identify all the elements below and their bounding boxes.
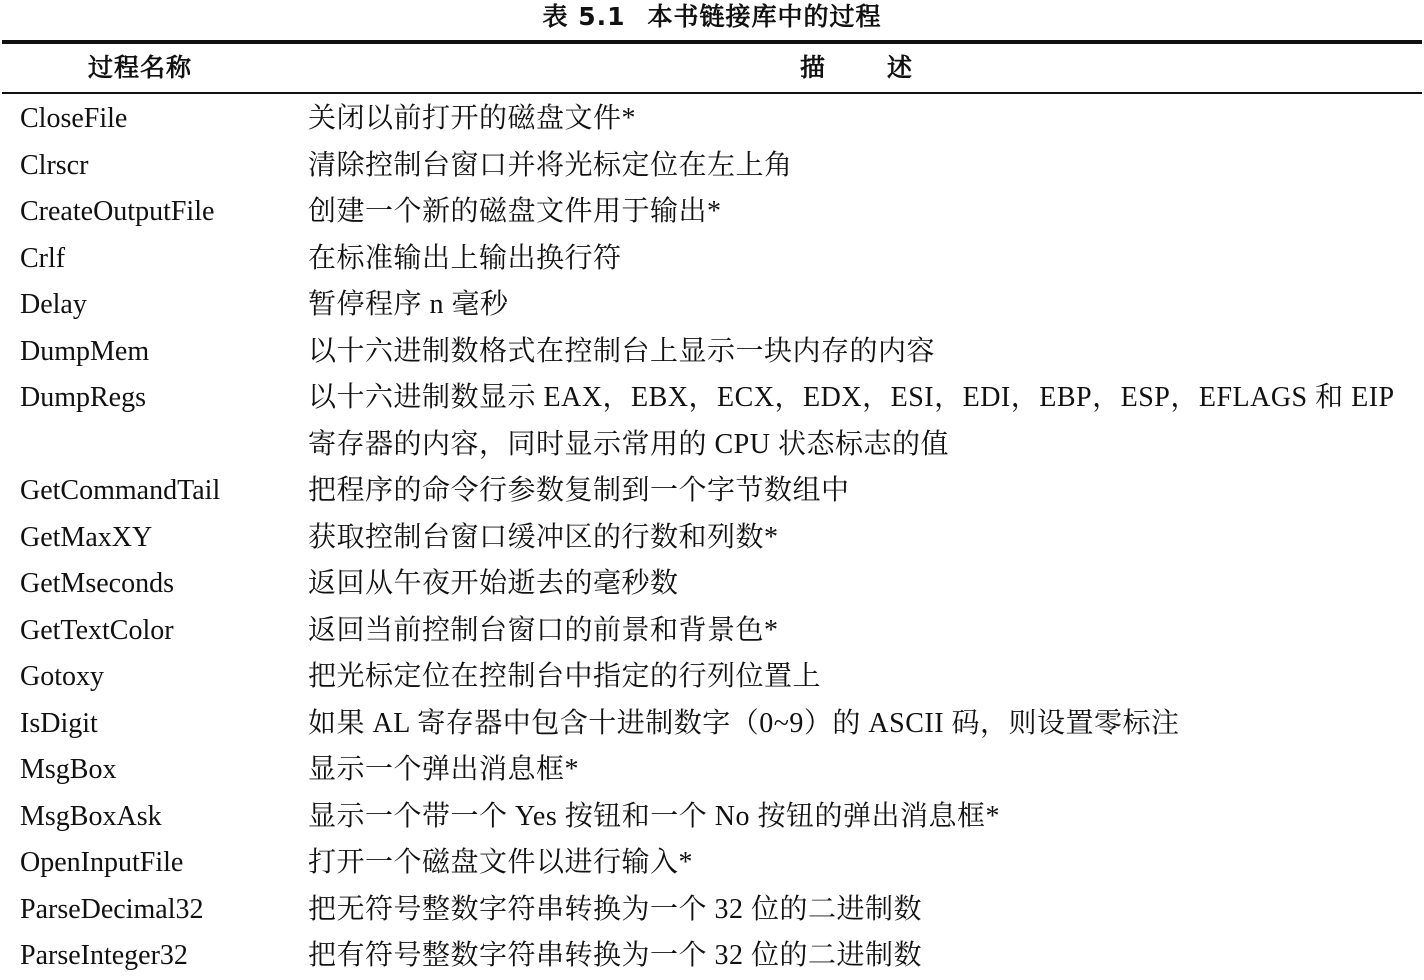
procedure-description: 获取控制台窗口缓冲区的行数和列数*	[308, 521, 779, 553]
procedure-name: DumpMem	[20, 335, 150, 367]
table-row	[0, 840, 1424, 887]
procedure-description: 在标准输出上输出换行符	[308, 242, 622, 274]
procedure-name: MsgBoxAsk	[20, 800, 162, 832]
table-row	[0, 654, 1424, 701]
table-row	[0, 143, 1424, 190]
table-row	[0, 189, 1424, 236]
table-row	[0, 329, 1424, 376]
procedure-description: 显示一个带一个 Yes 按钮和一个 No 按钮的弹出消息框*	[308, 800, 1000, 832]
procedure-description: 如果 AL 寄存器中包含十进制数字（0~9）的 ASCII 码，则设置零标注	[308, 707, 1180, 739]
procedure-name: CloseFile	[20, 103, 128, 134]
procedure-name: GetCommandTail	[20, 475, 221, 506]
procedure-name: ParseInteger32	[20, 940, 188, 971]
column-header-name: 过程名称	[88, 53, 193, 82]
procedure-name: ParseDecimal32	[20, 893, 204, 925]
table-row	[0, 468, 1424, 515]
procedure-name: DumpRegs	[20, 382, 146, 413]
procedure-description: 显示一个弹出消息框*	[308, 754, 580, 785]
procedure-description: 创建一个新的磁盘文件用于输出*	[308, 196, 722, 227]
procedure-description: 以十六进制数显示 EAX，EBX，ECX，EDX，ESI，EDI，EBP，ESP，EFLAGS 和 EIP 寄存器的内容，同时显示常用的 CPU 状态标志的值	[308, 382, 1394, 460]
table-caption-title: 本书链接库中的过程	[647, 2, 882, 31]
table-row	[0, 933, 1424, 980]
procedure-name: GetMseconds	[20, 568, 174, 599]
procedure-description: 把无符号整数字符串转换为一个 32 位的二进制数	[308, 893, 923, 925]
table-row	[0, 96, 1424, 143]
procedure-name: CreateOutputFile	[20, 196, 215, 227]
table-top-rule	[2, 40, 1422, 44]
table-row	[0, 236, 1424, 283]
procedure-description: 把有符号整数字符串转换为一个 32 位的二进制数	[308, 940, 923, 971]
table-row	[0, 887, 1424, 934]
table-caption-number: 表 5.1	[542, 2, 626, 31]
column-header-description: 描述	[800, 53, 975, 82]
procedure-description: 返回当前控制台窗口的前景和背景色*	[308, 614, 779, 646]
procedure-name: Delay	[20, 289, 87, 320]
table-body	[0, 96, 1424, 980]
table-row	[0, 608, 1424, 655]
procedure-name: IsDigit	[20, 707, 98, 739]
procedure-description: 把光标定位在控制台中指定的行列位置上	[308, 661, 822, 692]
procedure-description: 以十六进制数格式在控制台上显示一块内存的内容	[308, 335, 936, 367]
procedure-name: Crlf	[20, 242, 66, 274]
table-header-rule	[2, 92, 1422, 94]
procedure-name: GetTextColor	[20, 614, 174, 646]
procedure-name: MsgBox	[20, 754, 117, 785]
table-row	[0, 794, 1424, 841]
table-row	[0, 747, 1424, 794]
procedure-description: 暂停程序 n 毫秒	[308, 289, 509, 320]
table-caption	[0, 2, 1424, 32]
procedure-name: OpenInputFile	[20, 847, 184, 878]
procedure-description: 返回从午夜开始逝去的毫秒数	[308, 568, 679, 599]
procedure-description: 把程序的命令行参数复制到一个字节数组中	[308, 475, 850, 506]
table-row	[0, 375, 1424, 468]
procedure-description: 打开一个磁盘文件以进行输入*	[308, 847, 694, 878]
procedure-name: GetMaxXY	[20, 521, 153, 553]
procedure-description: 清除控制台窗口并将光标定位在左上角	[308, 149, 793, 181]
table-row	[0, 515, 1424, 562]
procedure-name: Clrscr	[20, 149, 89, 181]
table-row	[0, 561, 1424, 608]
procedure-description: 关闭以前打开的磁盘文件*	[308, 103, 637, 134]
table-row	[0, 701, 1424, 748]
procedure-name: Gotoxy	[20, 661, 104, 692]
table-row	[0, 282, 1424, 329]
